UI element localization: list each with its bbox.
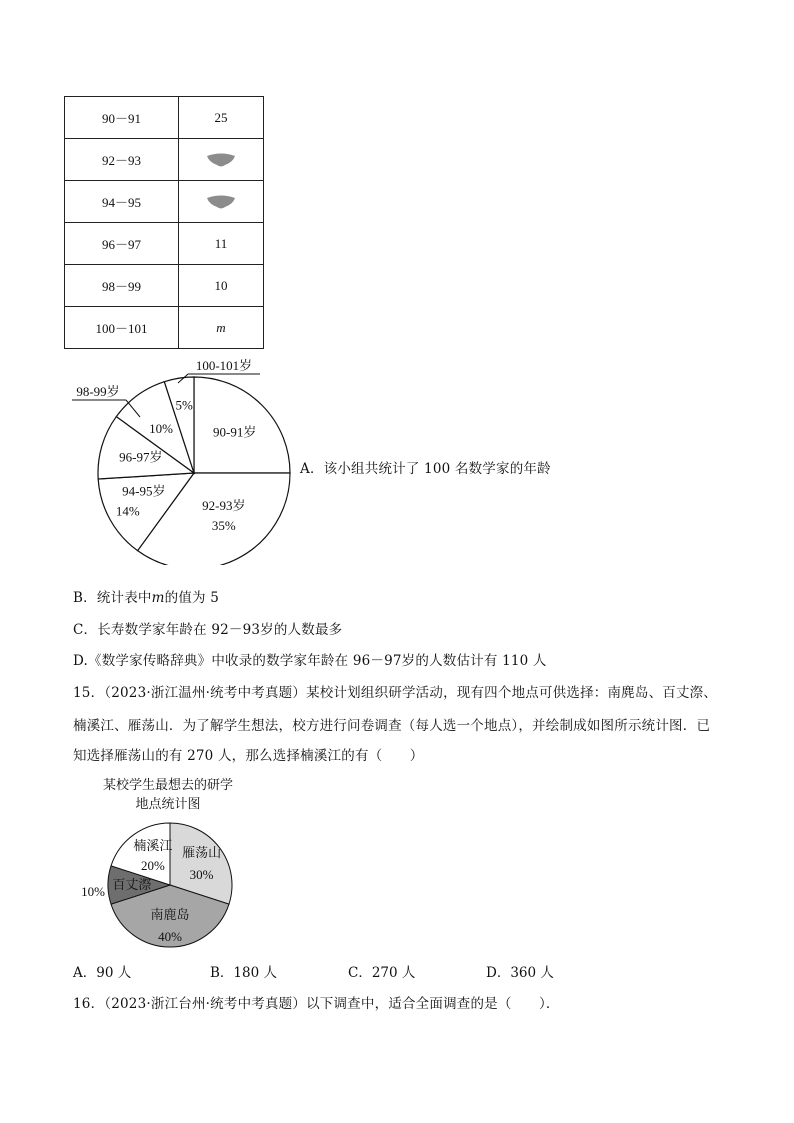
age-range-cell: 92－93 bbox=[65, 139, 179, 181]
option-b-15: B．180 人 bbox=[210, 965, 277, 981]
age-range-cell: 98－99 bbox=[65, 265, 179, 307]
question-15-line-1: 15．（2023·浙江温州·统考中考真题）某校计划组织研学活动，现有四个地点可供选择：南麂岛、百丈漈、 bbox=[73, 685, 718, 701]
count-cell: 25 bbox=[179, 97, 264, 139]
question-15-line-2: 楠溪江、雁荡山．为了解学生想法，校方进行问卷调查（每人选一个地点），并绘制成如图所示统计图．已 bbox=[73, 718, 711, 734]
option-d-15: D．360 人 bbox=[486, 965, 554, 981]
age-pie-chart bbox=[60, 355, 300, 565]
table-row bbox=[65, 97, 264, 139]
option-c-15: C．270 人 bbox=[348, 965, 416, 981]
question-15-line-3: 知选择雁荡山的有 270 人，那么选择楠溪江的有（ ） bbox=[73, 748, 424, 764]
count-cell: m bbox=[179, 307, 264, 349]
age-range-cell: 94－95 bbox=[65, 181, 179, 223]
age-range-cell: 100－101 bbox=[65, 307, 179, 349]
option-d-14: D.《数学家传略辞典》中收录的数学家年龄在 96－97岁的人数估计有 110 人 bbox=[73, 653, 547, 669]
ink-blot-icon bbox=[206, 152, 236, 168]
slice-label: 百丈漈 bbox=[112, 877, 152, 892]
table-row bbox=[65, 223, 264, 265]
slice-percent: 30% bbox=[189, 866, 214, 882]
table-row bbox=[65, 265, 264, 307]
slice-percent: 10% bbox=[149, 420, 173, 436]
slice-label: 92-93岁 bbox=[202, 497, 246, 513]
slice-percent: 20% bbox=[140, 857, 165, 873]
ink-blot-icon bbox=[206, 194, 236, 210]
option-b-14: B．统计表中m的值为 5 bbox=[73, 590, 220, 606]
slice-label: 94-95岁 bbox=[122, 483, 166, 499]
option-a-15: A．90 人 bbox=[73, 965, 132, 981]
count-cell: 10 bbox=[179, 265, 264, 307]
age-range-cell: 96－97 bbox=[65, 223, 179, 265]
table-row bbox=[65, 307, 264, 349]
pie2-title-line-1: 某校学生最想去的研学 bbox=[102, 778, 233, 793]
table-row bbox=[65, 181, 264, 223]
option-c-14: C．长寿数学家年龄在 92－93岁的人数最多 bbox=[73, 622, 343, 638]
slice-label: 南鹿岛 bbox=[150, 906, 190, 922]
count-cell: 11 bbox=[179, 223, 264, 265]
slice-percent: 35% bbox=[211, 517, 236, 533]
age-range-cell: 90－91 bbox=[65, 97, 179, 139]
slice-percent: 5% bbox=[175, 397, 193, 413]
age-frequency-table bbox=[64, 96, 264, 349]
slice-label: 98-99岁 bbox=[76, 384, 120, 399]
count-cell bbox=[179, 139, 264, 181]
slice-label: 雁荡山 bbox=[182, 844, 222, 860]
count-cell bbox=[179, 181, 264, 223]
pie2-title bbox=[88, 776, 248, 814]
slice-label: 96-97岁 bbox=[119, 449, 163, 465]
slice-label: 100-101岁 bbox=[195, 358, 253, 373]
study-trip-pie-chart bbox=[70, 815, 250, 955]
pie2-title-line-2: 地点统计图 bbox=[135, 797, 201, 812]
slice-label: 楠溪江 bbox=[133, 837, 173, 853]
slice-label: 90-91岁 bbox=[213, 424, 257, 440]
question-16-line-1: 16．（2023·浙江台州·统考中考真题）以下调查中，适合全面调查的是（ ）． bbox=[73, 996, 560, 1012]
table-row bbox=[65, 139, 264, 181]
slice-percent: 10% bbox=[81, 884, 105, 899]
slice-percent: 14% bbox=[115, 503, 140, 519]
option-a-14: A．该小组共统计了 100 名数学家的年龄 bbox=[300, 461, 551, 477]
slice-percent: 40% bbox=[158, 928, 182, 944]
